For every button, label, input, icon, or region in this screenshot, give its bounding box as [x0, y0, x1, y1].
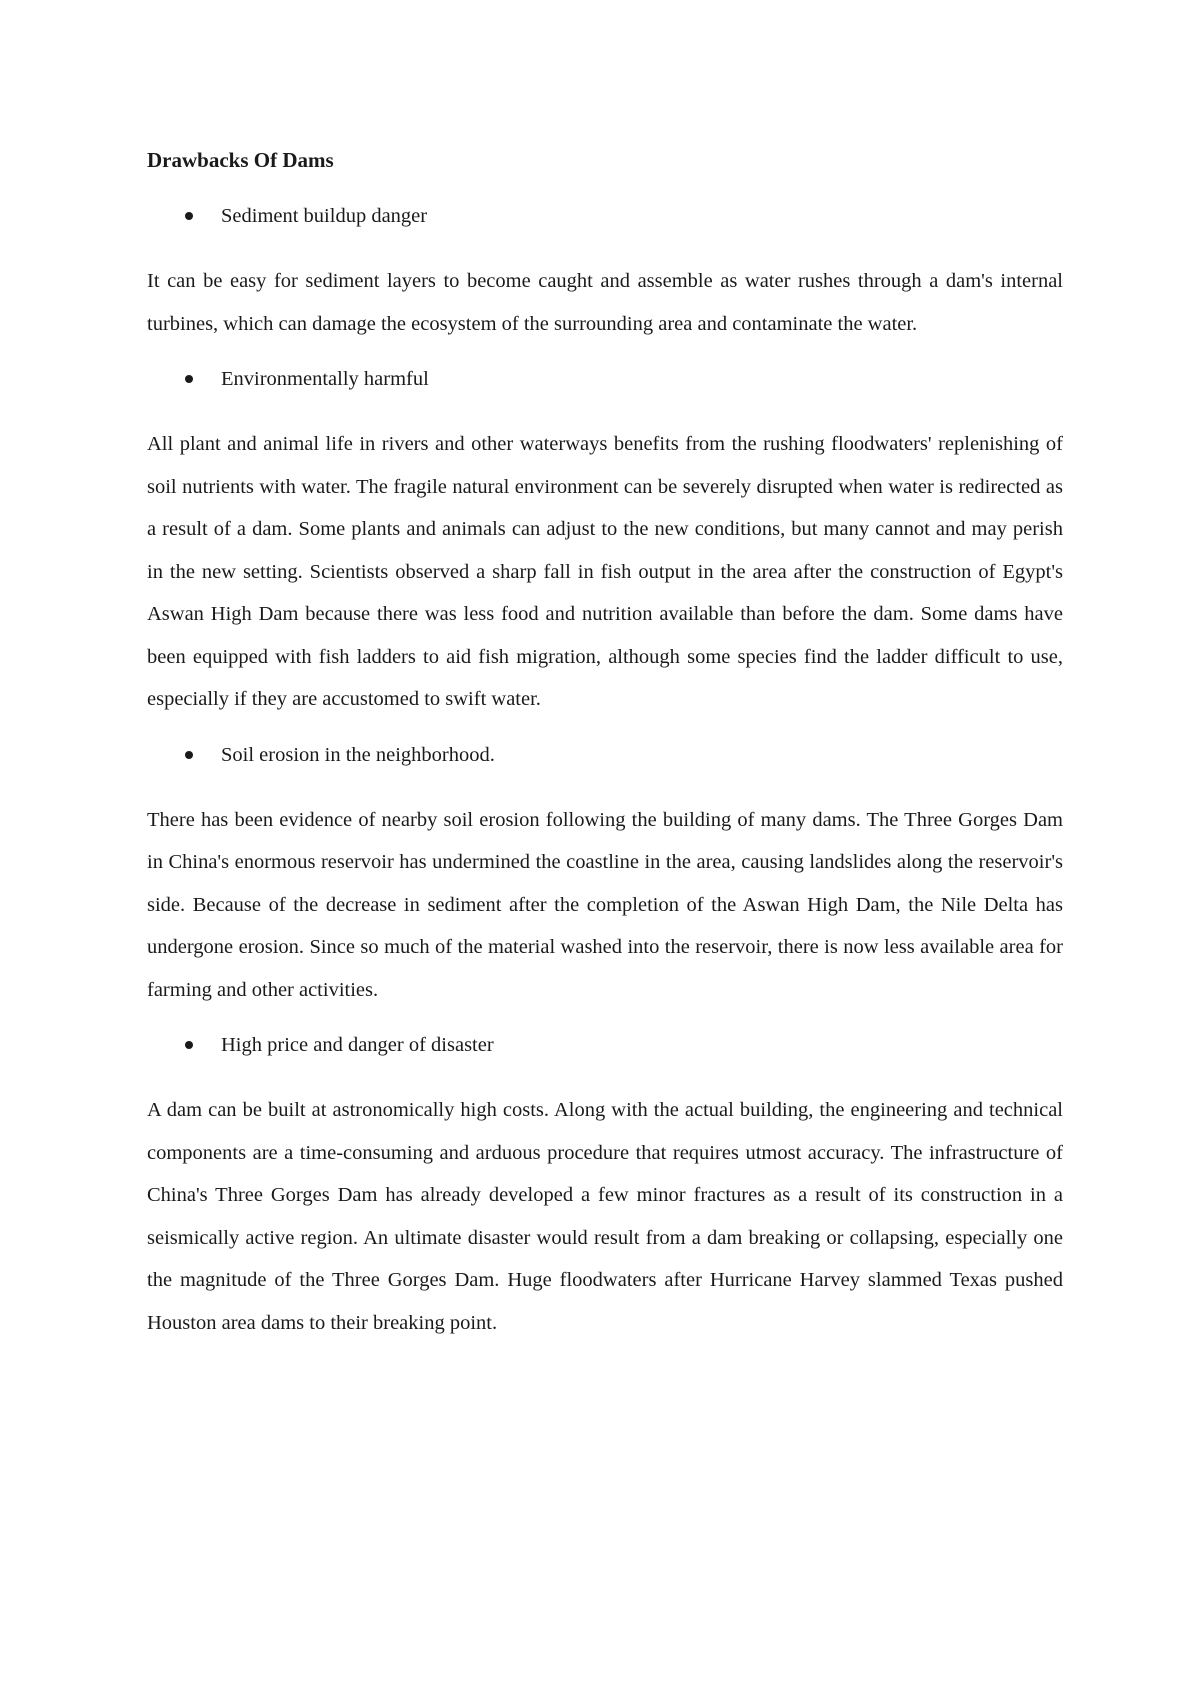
bullet-label: Sediment buildup danger: [221, 205, 428, 227]
paragraph: It can be easy for sediment layers to become caught and assemble as water rushes through a dam's internal turbines, which can damage the ecosystem of the surrounding area and contaminate the water.: [147, 270, 1063, 335]
bullet-label: Soil erosion in the neighborhood.: [221, 743, 495, 766]
paragraph: There has been evidence of nearby soil erosion following the building of many dams. The Three Gorges Dam in China's enormous reservoir has undermined the coastline in the area, causing landslides along the reservoir's side. Because of the decrease in sediment after the completion of the Aswan High Dam, the Nile Delta has undergone erosion. Since so much of the material washed into the reservoir, there is now less available area for farming and other activities.: [147, 808, 1063, 1001]
bullet-item: [147, 365, 1063, 393]
bullet-dot-icon: [185, 1041, 193, 1049]
document-title: Drawbacks Of Dams: [147, 148, 334, 172]
document-page: [147, 146, 1063, 1364]
bullet-label: Environmentally harmful: [221, 368, 429, 390]
bullet-dot-icon: [185, 375, 193, 383]
bullet-dot-icon: [185, 751, 193, 759]
bullet-item: [147, 1031, 1063, 1059]
bullet-dot-icon: [185, 212, 193, 220]
bullet-item: [147, 202, 1063, 230]
bullet-item: [147, 741, 1063, 769]
paragraph: All plant and animal life in rivers and other waterways benefits from the rushing floodwaters' replenishing of soil nutrients with water. The fragile natural environment can be severely disrupted when water is redirected as a result of a dam. Some plants and animals can adjust to the new conditions, but many cannot and may perish in the new setting. Scientists observed a sharp fall in fish output in the area after the construction of Egypt's Aswan High Dam because there was less food and nutrition available than before the dam. Some dams have been equipped with fish ladders to aid fish migration, although some species find the ladder difficult to use, especially if they are accustomed to swift water.: [147, 433, 1063, 710]
paragraph: A dam can be built at astronomically high costs. Along with the actual building, the engineering and technical components are a time-consuming and arduous procedure that requires utmost accuracy. The infrastructure of China's Three Gorges Dam has already developed a few minor fractures as a result of its construction in a seismically active region. An ultimate disaster would result from a dam breaking or collapsing, especially one the magnitude of the Three Gorges Dam. Huge floodwaters after Hurricane Harvey slammed Texas pushed Houston area dams to their breaking point.: [147, 1099, 1063, 1334]
bullet-label: High price and danger of disaster: [221, 1034, 494, 1056]
